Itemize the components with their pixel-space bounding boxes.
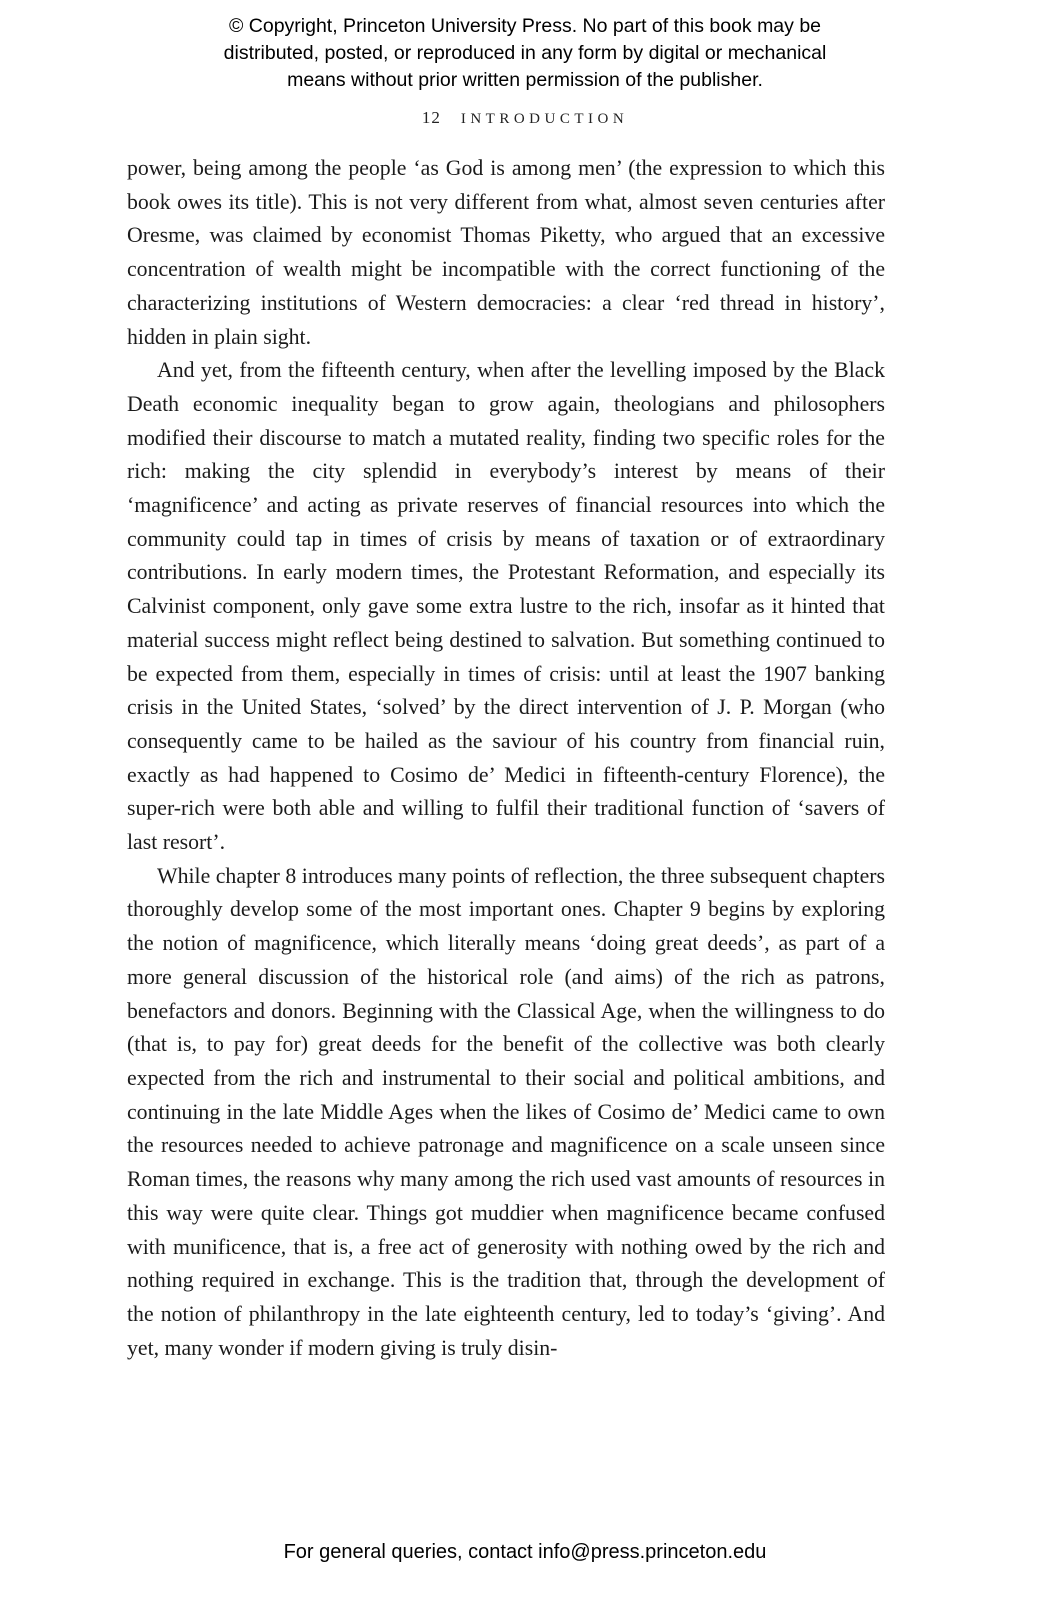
- copyright-line-3: means without prior written permission of the publisher.: [287, 69, 763, 91]
- copyright-notice: [0, 0, 1050, 94]
- section-title: INTRODUCTION: [460, 111, 629, 127]
- running-header: [0, 108, 1050, 128]
- copyright-line-1: © Copyright, Princeton University Press. No part of this book may be: [228, 15, 822, 37]
- paragraph-2: And yet, from the fifteenth century, when after the levelling imposed by the Black Death economic inequality began to grow again, theologians and philosophers modified their discourse to match a mutated reality, finding two specific roles for the rich: making the city splendid in everybody’s interest by means of their ‘magnificence’ and acting as private reserves of financial resources into which the community could tap in times of crisis by means of taxation or of extraordinary contributions. In early modern times, the Protestant Reformation, and especially its Calvinist component, only gave some extra lustre to the rich, insofar as it hinted that material success might reflect being destined to salvation. But something continued to be expected from them, especially in times of crisis: until at least the 1907 banking crisis in the United States, ‘solved’ by the direct intervention of J. P. Morgan (who consequently came to be hailed as the saviour of his country from financial ruin, exactly as had happened to Cosimo de’ Medici in fifteenth-century Florence), the super-rich were both able and willing to fulfil their traditional function of ‘savers of last resort’.: [127, 358, 885, 855]
- paragraph-1: power, being among the people ‘as God is among men’ (the expression to which this book owes its title). This is not very different from what, almost seven centuries after Oresme, was claimed by economist Thomas Piketty, who argued that an excessive concentration of wealth might be incompatible with the correct functioning of the characterizing institutions of Western democracies: a clear ‘red thread in history’, hidden in plain sight.: [127, 156, 885, 349]
- copyright-line-2: distributed, posted, or reproduced in any form by digital or mechanical: [223, 42, 827, 64]
- footer-contact: For general queries, contact info@press.princeton.edu: [283, 1541, 767, 1563]
- page-number: 12: [421, 108, 441, 127]
- paragraph-3: While chapter 8 introduces many points of reflection, the three subsequent chapters thoroughly develop some of the most important ones. Chapter 9 begins by exploring the notion of magnificence, which literally means ‘doing great deeds’, as part of a more general discussion of the historical role (and aims) of the rich as patrons, benefactors and donors. Beginning with the Classical Age, when the willingness to do (that is, to pay for) great deeds for the benefit of the collective was both clearly expected from the rich and instrumental to their social and political ambitions, and continuing in the late Middle Ages when the likes of Cosimo de’ Medici came to own the resources needed to achieve patronage and magnificence on a scale unseen since Roman times, the reasons why many among the rich used vast amounts of resources in this way were quite clear. Things got muddier when magnificence became confused with munificence, that is, a free act of generosity with nothing owed by the rich and nothing required in exchange. This is the tradition that, through the development of the notion of philanthropy in the late eighteenth century, led to today’s ‘giving’. And yet, many wonder if modern giving is truly disin-: [127, 863, 885, 1360]
- body-text-block: [127, 152, 885, 1365]
